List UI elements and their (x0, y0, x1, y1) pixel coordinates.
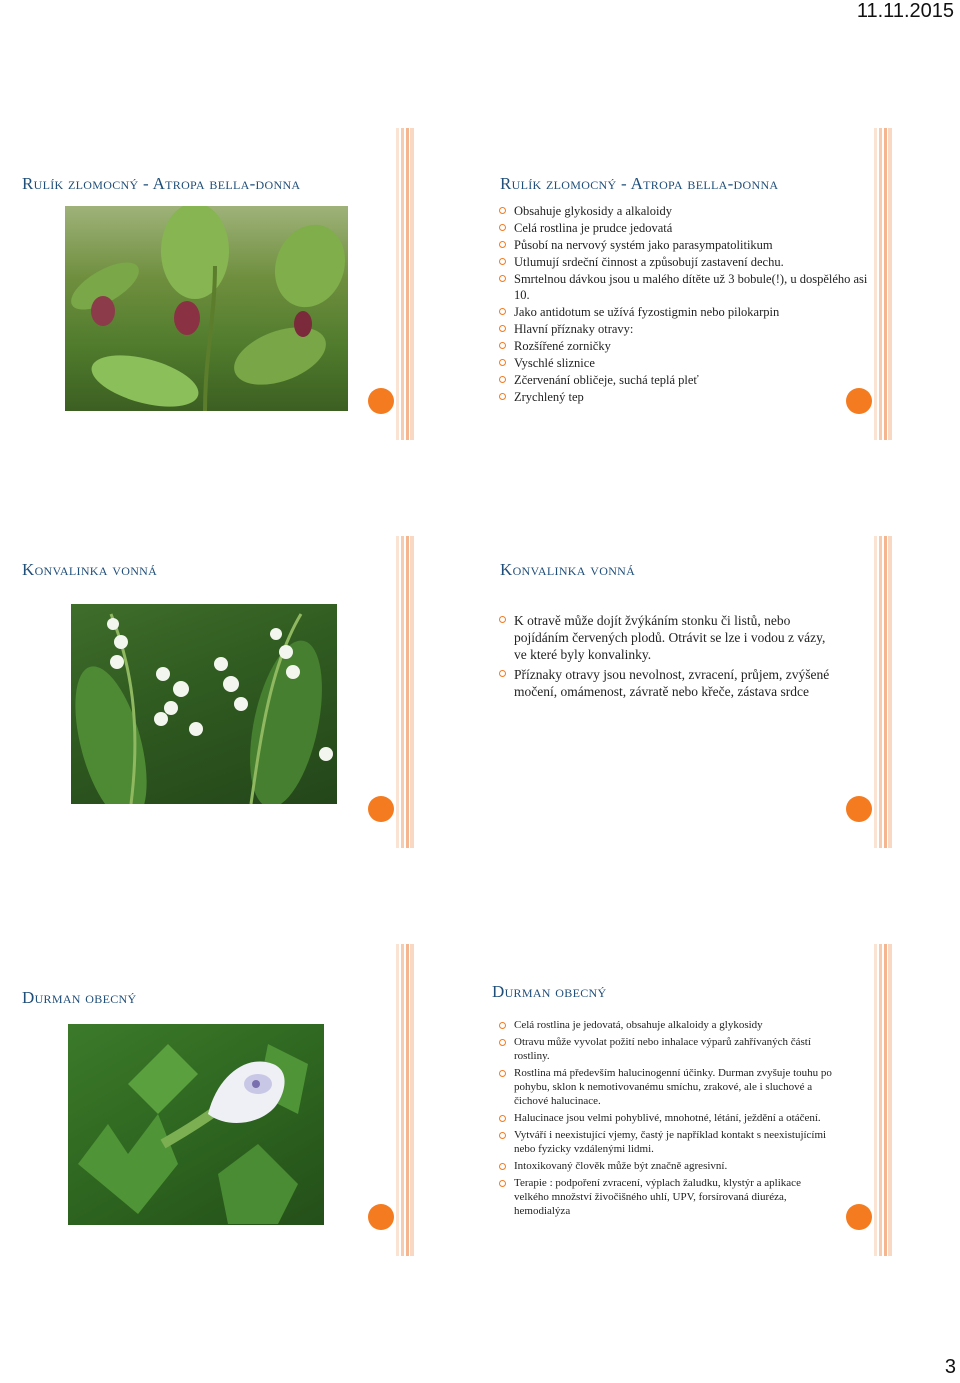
bullet-list (498, 203, 868, 406)
slide-orange-dot (368, 1204, 394, 1230)
slide-title: Rulík zlomocný - Atropa bella-donna (22, 174, 301, 193)
list-item: Zčervenání obličeje, suchá teplá pleť (498, 372, 868, 388)
slide-datura-text (478, 944, 892, 1256)
list-item: Zrychlený tep (498, 389, 868, 405)
slide-orange-dot (846, 796, 872, 822)
list-item: Intoxikovaný člověk může být značně agresivní. (498, 1159, 834, 1173)
list-item: Halucinace jsou velmi pohyblivé, mnohotné, létání, ježdění a otáčení. (498, 1111, 834, 1125)
slide-title: Durman obecný (22, 988, 137, 1007)
slide-orange-dot (368, 796, 394, 822)
list-item: Otravu může vyvolat požití nebo inhalace výparů zahřívaných částí rostliny. (498, 1035, 834, 1063)
list-item: Celá rostlina je jedovatá, obsahuje alkaloidy a glykosidy (498, 1018, 834, 1032)
list-item: Obsahuje glykosidy a alkaloidy (498, 203, 868, 219)
bullet-list (498, 1018, 834, 1219)
list-item: Utlumují srdeční činnost a způsobují zastavení dechu. (498, 254, 868, 270)
slide-orange-dot (846, 1204, 872, 1230)
slide-title: Konvalinka vonná (500, 560, 636, 579)
document-date: 11.11.2015 (856, 0, 954, 22)
list-item: Terapie : podpoření zvracení, výplach žaludku, klystýr a aplikace velkého množství živočišného uhlí, UPV, forsírovaná diuréza, hemodialýza (498, 1176, 834, 1218)
slide-lily-image (0, 536, 414, 848)
list-item: Celá rostlina je prudce jedovatá (498, 220, 868, 236)
slide-border-stripes (874, 128, 892, 440)
slide-belladonna-image (0, 128, 414, 440)
slide-border-stripes (396, 536, 414, 848)
slide-orange-dot (846, 388, 872, 414)
list-item: Působí na nervový systém jako parasympatolitikum (498, 237, 868, 253)
slide-title: Konvalinka vonná (22, 560, 158, 579)
list-item: Hlavní příznaky otravy: (498, 321, 868, 337)
datura-flower-photo (68, 1024, 324, 1225)
list-item: Jako antidotum se užívá fyzostigmin nebo pilokarpin (498, 304, 868, 320)
page-number: 3 (944, 1356, 956, 1378)
bullet-list (498, 612, 838, 701)
list-item: Příznaky otravy jsou nevolnost, zvracení, průjem, zvýšené močení, omámenost, závratě nebo křeče, zástava srdce (498, 666, 838, 700)
slide-border-stripes (396, 128, 414, 440)
list-item: Rozšířené zorničky (498, 338, 868, 354)
list-item: Vytváří i neexistující vjemy, častý je například kontakt s neexistujícími nebo fyzicky vzdálenými lidmi. (498, 1128, 834, 1156)
list-item: K otravě může dojít žvýkáním stonku či listů, nebo pojídáním červených plodů. Otrávit se lze i vodou z vázy, ve které byly konvalinky. (498, 612, 838, 663)
slide-border-stripes (396, 944, 414, 1256)
belladonna-plant-photo (65, 206, 348, 411)
slide-title: Durman obecný (492, 982, 607, 1001)
slide-orange-dot (368, 388, 394, 414)
list-item: Rostlina má především halucinogenní účinky. Durman zvyšuje touhu po pohybu, sklon k nemotivovanému smíchu, zrakové, ale i sluchové a čichové halucinace. (498, 1066, 834, 1108)
slide-border-stripes (874, 536, 892, 848)
slide-datura-image (0, 944, 414, 1256)
slide-title: Rulík zlomocný - Atropa bella-donna (500, 174, 779, 193)
list-item: Smrtelnou dávkou jsou u malého dítěte už 3 bobule(!), u dospělého asi 10. (498, 271, 868, 303)
slide-lily-text (478, 536, 892, 848)
list-item: Vyschlé sliznice (498, 355, 868, 371)
slide-belladonna-text (478, 128, 892, 440)
slide-border-stripes (874, 944, 892, 1256)
lily-of-the-valley-photo (71, 604, 337, 804)
